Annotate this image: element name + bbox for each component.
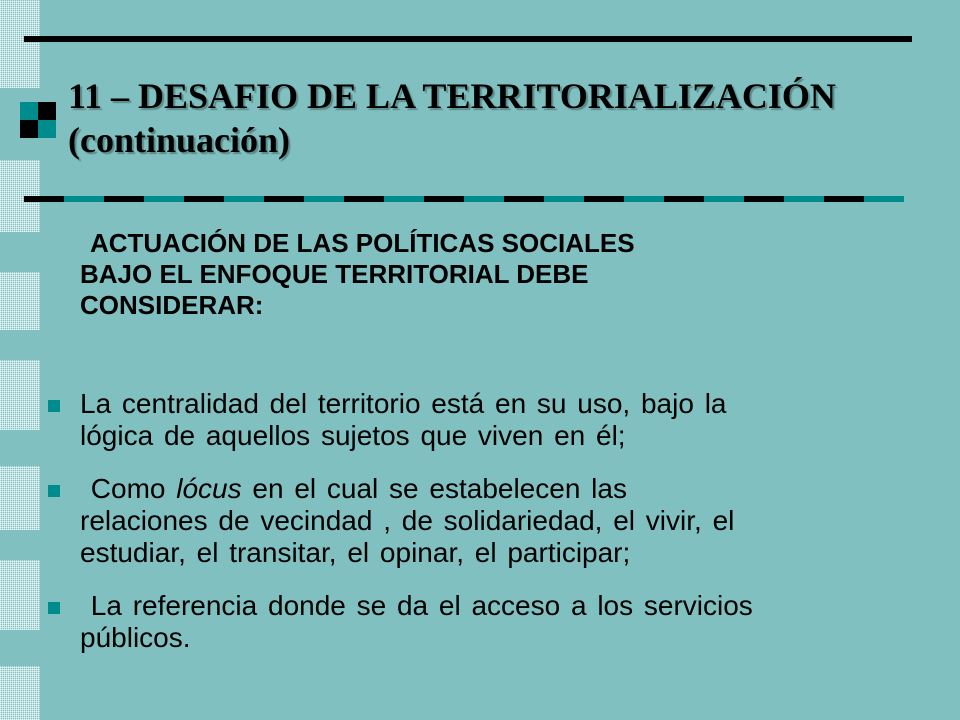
- bullet-list: [48, 388, 928, 654]
- top-rule: [24, 36, 912, 42]
- border-plain-block: [0, 530, 40, 560]
- intro-line: CONSIDERAR:: [80, 290, 264, 320]
- slide-title: [68, 74, 960, 162]
- bullet-line: relaciones de vecindad , de solidariedad, el vivir, el: [80, 505, 735, 536]
- slide-title-line1: 11 – DESAFIO DE LA TERRITORIALIZACIÓN: [68, 76, 836, 116]
- border-plain-block: [0, 430, 40, 466]
- square-bullet-icon: [48, 602, 60, 614]
- intro-heading: [80, 228, 900, 321]
- bullet-item: [48, 590, 928, 654]
- bullet-line: lógica de aquellos sujetos que viven en él;: [80, 420, 626, 451]
- bullet-text: en el cual se estabelecen las: [241, 473, 627, 504]
- bullet-line: públicos.: [80, 622, 191, 653]
- bullet-emphasis: lócus: [176, 473, 242, 504]
- bullet-line: [80, 473, 928, 505]
- square-bullet-icon: [48, 400, 60, 412]
- intro-line: BAJO EL ENFOQUE TERRITORIAL DEBE: [80, 259, 589, 289]
- border-plain-block: [0, 330, 40, 360]
- bullet-item: [48, 473, 928, 569]
- bullet-line: La referencia donde se da el acceso a los servicios: [80, 590, 753, 621]
- bullet-item: [48, 388, 928, 452]
- border-plain-block: [0, 232, 40, 272]
- border-plain-block: [0, 630, 40, 666]
- bullet-line: La centralidad del territorio está en su uso, bajo la: [80, 388, 727, 419]
- bullet-text: Como: [80, 473, 177, 504]
- slide-title-line2: (continuación): [68, 120, 291, 160]
- intro-line: ACTUACIÓN DE LAS POLÍTICAS SOCIALES: [90, 228, 635, 258]
- dashed-rule: [24, 196, 904, 202]
- title-bullet-icon: [20, 102, 56, 138]
- square-bullet-icon: [48, 485, 60, 497]
- bullet-line: estudiar, el transitar, el opinar, el participar;: [80, 537, 631, 568]
